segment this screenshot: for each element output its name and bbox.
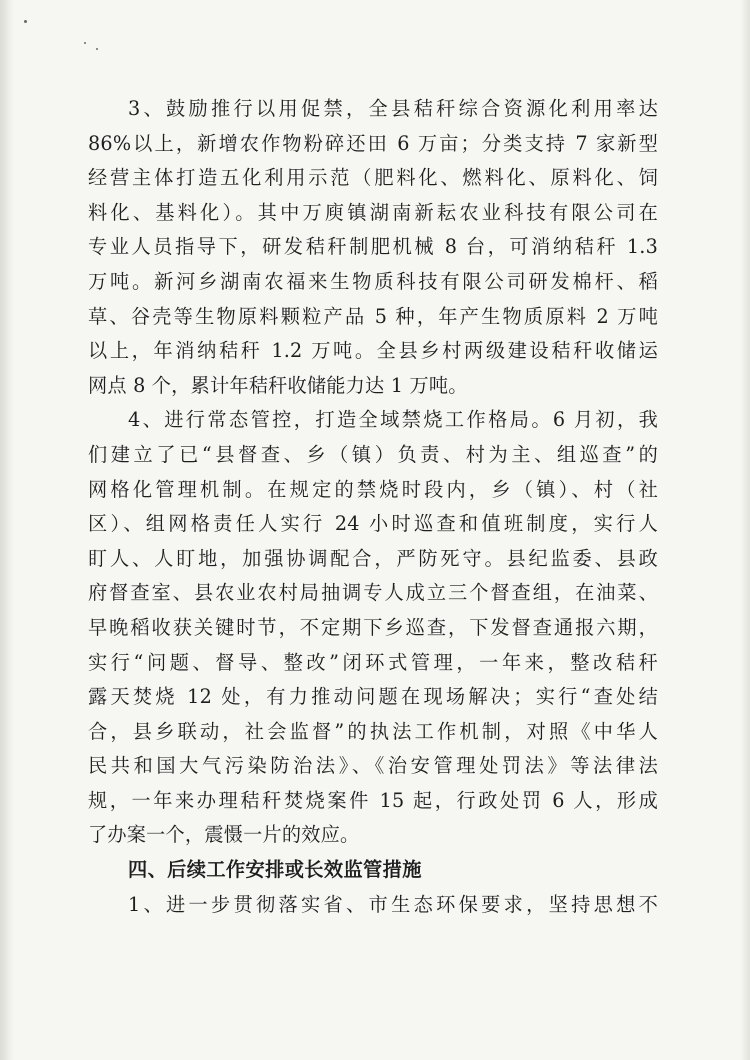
text-line: 专业人员指导下，研发秸秆制肥机械 8 台，可消纳秸秆 1.3 [88,235,658,259]
scan-speck [24,20,27,23]
text-line: 了办案一个，震慑一片的效应。 [88,823,360,847]
document-page [88,92,658,922]
scan-shadow-left [0,0,14,1060]
text-line: 经营主体打造五化利用示范（肥料化、燃料化、原料化、饲 [88,166,658,190]
text-line: 网点 8 个，累计年秸秆收储能力达 1 万吨。 [88,373,468,397]
text-line: 早晚稻收获关键时节，不定期下乡巡查，下发督查通报六期， [88,615,658,639]
text-line: 草、谷壳等生物原料颗粒产品 5 种，年产生物质原料 2 万吨 [88,304,658,328]
text-line: 1、进一步贯彻落实省、市生态环保要求，坚持思想不 [128,892,658,916]
text-line: 实行“问题、督导、整改”闭环式管理，一年来，整改秸秆 [88,650,658,674]
text-line: 民共和国大气污染防治法》、《治安管理处罚法》等法律法 [88,754,658,778]
scan-speck [84,42,86,44]
text-line: 万吨。新河乡湖南农福来生物质科技有限公司研发棉杆、稻 [88,269,658,293]
text-line: 盯人、人盯地，加强协调配合，严防死守。县纪监委、县政 [88,546,658,570]
text-line: 府督查室、县农业农村局抽调专人成立三个督查组，在油菜、 [88,581,658,605]
text-line: 料化、基料化）。其中万庾镇湖南新耘农业科技有限公司在 [88,200,658,224]
text-line: 网格化管理机制。在规定的禁烧时段内，乡（镇）、村（社 [88,477,658,501]
text-line: 3、鼓励推行以用促禁，全县秸秆综合资源化利用率达 [128,97,658,120]
text-line: 们建立了已“县督查、乡（镇）负责、村为主、组巡查”的 [88,442,658,466]
text-line: 以上，年消纳秸秆 1.2 万吨。全县乡村两级建设秸秆收储运 [88,339,658,363]
paragraph-4 [88,403,658,853]
text-line: 规，一年来办理秸秆焚烧案件 15 起，行政处罚 6 人，形成 [88,788,658,812]
text-line: 露天焚烧 12 处，有力推动问题在现场解决；实行“查处结 [88,685,658,709]
paragraph-next [88,888,658,923]
scan-speck [96,48,98,50]
text-line: 合，县乡联动，社会监督”的执法工作机制，对照《中华人 [88,719,658,743]
section-heading: 四、后续工作安排或长效监管措施 [128,858,422,882]
scan-shadow-right [740,0,750,1060]
paragraph-3 [88,92,658,403]
text-line: 区）、组网格责任人实行 24 小时巡查和值班制度，实行人 [88,512,658,536]
text-line: 86%以上，新增农作物粉碎还田 6 万亩；分类支持 7 家新型 [88,131,658,155]
text-line: 4、进行常态管控，打造全域禁烧工作格局。6 月初，我 [128,408,658,432]
